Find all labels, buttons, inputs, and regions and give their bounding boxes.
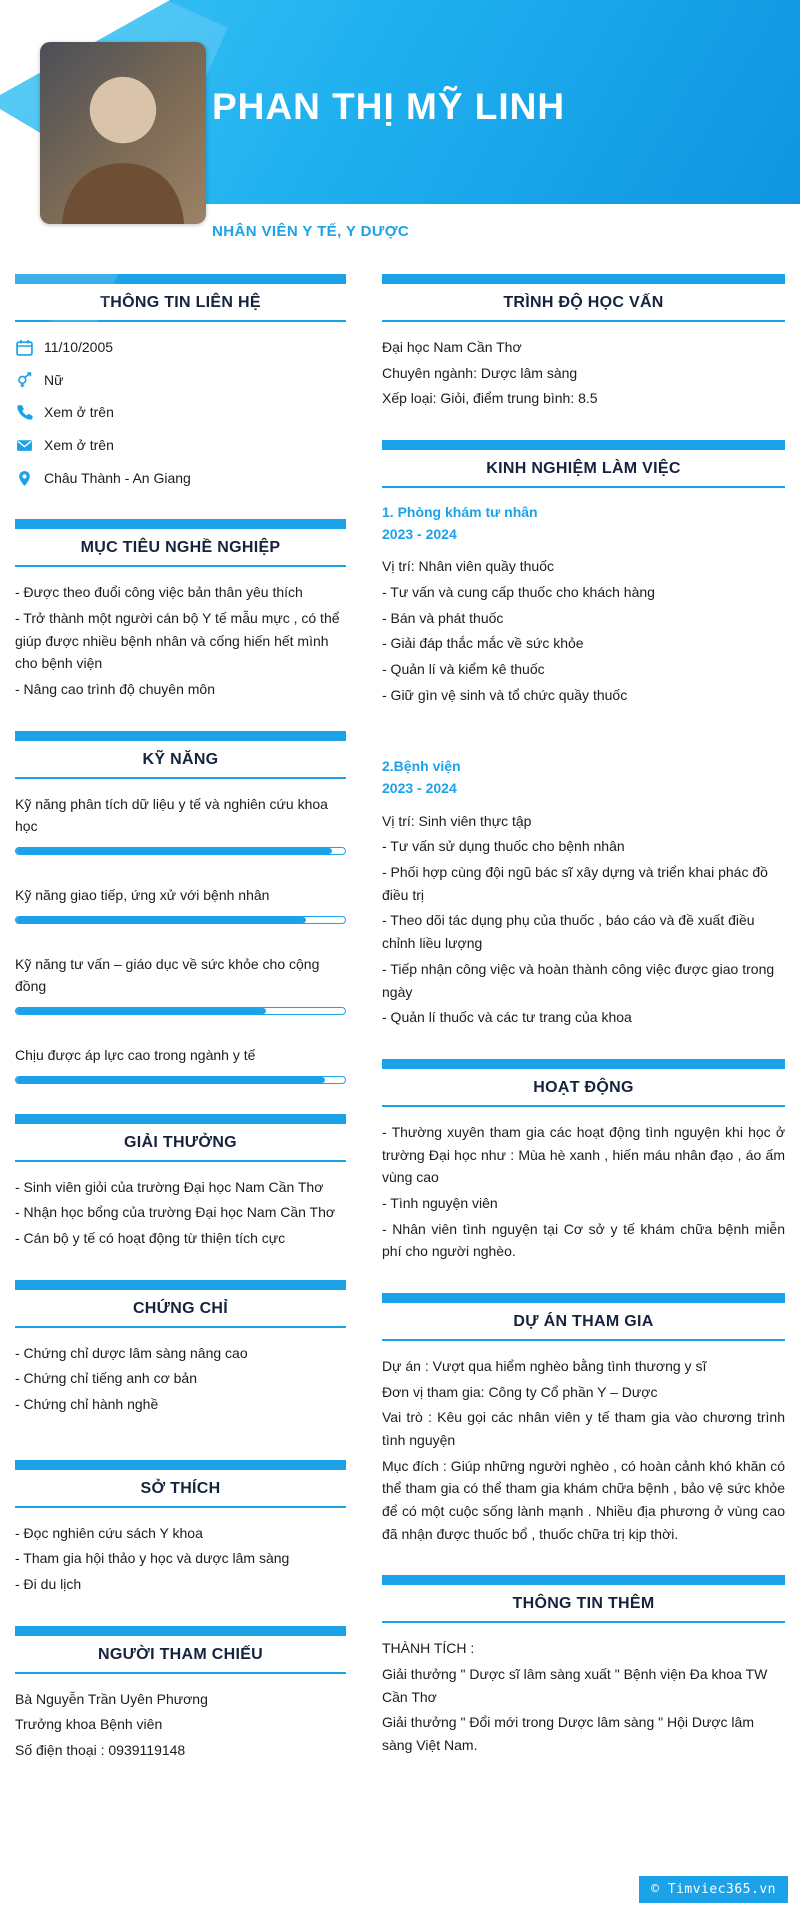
- skill-bar-track: [15, 916, 346, 924]
- skill-item: [15, 1044, 346, 1084]
- job-line: - Bán và phát thuốc: [382, 609, 504, 626]
- section-title-additional-info: THÔNG TIN THÊM: [512, 1595, 655, 1613]
- skill-label: Chịu được áp lực cao trong ngành y tế: [15, 1047, 256, 1064]
- reference-line: Số điện thoại : 0939119148: [15, 1742, 186, 1759]
- job-line: - Tư vấn sử dụng thuốc cho bệnh nhân: [382, 838, 625, 855]
- certificate-line: - Chứng chỉ tiếng anh cơ bản: [15, 1370, 197, 1387]
- skill-bar-fill: [16, 848, 332, 854]
- section-title-projects: DỰ ÁN THAM GIA: [513, 1312, 654, 1330]
- section-bar: [15, 1626, 346, 1636]
- contact-row-address: [15, 467, 346, 490]
- gender-icon: [15, 371, 33, 389]
- calendar-icon: [15, 338, 33, 356]
- job-heading: 2.Bệnh viện: [382, 758, 461, 775]
- hobby-line: - Tham gia hội thảo y học và dược lâm sàng: [15, 1550, 290, 1567]
- section-certificates: [15, 1280, 346, 1416]
- section-experience: [382, 440, 785, 1029]
- activity-line: - Thường xuyên tham gia các hoạt động tình nguyện khi học ở trường Đại học như : Mùa hè xanh , hiến máu nhân đạo , áo ấm vùng cao: [382, 1123, 785, 1186]
- section-title-activities: HOẠT ĐỘNG: [533, 1078, 634, 1096]
- additional-info-line: Giải thưởng " Đổi mới trong Dược lâm sàng " Hội Dược lâm sàng Việt Nam.: [382, 1714, 754, 1753]
- candidate-name: PHAN THỊ MỸ LINH: [212, 86, 566, 127]
- hobby-line: - Đi du lịch: [15, 1576, 82, 1593]
- content-columns: [0, 260, 800, 1792]
- hobby-line: - Đọc nghiên cứu sách Y khoa: [15, 1524, 203, 1541]
- section-title-skills: KỸ NĂNG: [142, 750, 219, 768]
- phone-icon: [15, 404, 33, 422]
- section-hobbies: [15, 1460, 346, 1596]
- location-icon: [15, 469, 33, 487]
- contact-row-phone: [15, 401, 346, 424]
- job-line: - Quản lí thuốc và các tư trang của khoa: [382, 1009, 632, 1026]
- job-line: - Giữ gìn vệ sinh và tổ chức quầy thuốc: [382, 686, 628, 703]
- profile-photo: [40, 42, 206, 224]
- contact-text-phone: Xem ở trên: [44, 404, 114, 421]
- section-title-contact: THÔNG TIN LIÊN HỆ: [100, 294, 261, 311]
- additional-info-line: THÀNH TÍCH :: [382, 1640, 475, 1657]
- person-silhouette-icon: [40, 47, 206, 224]
- section-activities: [382, 1059, 785, 1263]
- contact-text-birthday: 11/10/2005: [44, 339, 114, 355]
- job-line: Vị trí: Sinh viên thực tập: [382, 812, 532, 829]
- section-references: [15, 1626, 346, 1762]
- activity-line: - Nhân viên tình nguyện tại Cơ sở y tế khám chữa bệnh miễn phí cho người nghèo.: [382, 1220, 785, 1260]
- footer-credit-link[interactable]: © Timviec365.vn: [639, 1876, 788, 1903]
- section-bar: [382, 1059, 785, 1069]
- project-line: Vai trò : Kêu gọi các nhân viên y tế tham gia vào chương trình tình nguyện: [382, 1409, 785, 1448]
- job-line: Vị trí: Nhân viên quầy thuốc: [382, 558, 554, 575]
- activity-line: - Tình nguyện viên: [382, 1194, 498, 1211]
- section-title-certificates: CHỨNG CHỈ: [132, 1299, 229, 1317]
- skill-bar-track: [15, 1076, 346, 1084]
- skill-bar-fill: [16, 1008, 266, 1014]
- candidate-job-title: NHÂN VIÊN Y TẾ, Y DƯỢC: [212, 223, 410, 240]
- skill-bar-fill: [16, 1077, 325, 1083]
- left-column: [15, 274, 346, 1792]
- section-bar: [15, 519, 346, 529]
- project-line: Mục đích : Giúp những người nghèo , có hoàn cảnh khó khăn có thể tham gia có thể tham gia khám chữa bệnh , bảo vệ sức khỏe để có một cuộc sống lành mạnh . Nhiều địa phương ở vùng cao đã nhận được thuốc bổ , thuốc chữa trị kịp thời.: [382, 1457, 785, 1542]
- skill-bar-track: [15, 1007, 346, 1015]
- award-line: - Sinh viên giỏi của trường Đại học Nam Cần Thơ: [15, 1178, 324, 1195]
- experience-job-2: [382, 756, 785, 1028]
- section-bar: [15, 1114, 346, 1124]
- job-period: 2023 - 2024: [382, 525, 457, 542]
- section-title-references: NGƯỜI THAM CHIẾU: [97, 1645, 264, 1663]
- skill-bar-track: [15, 847, 346, 855]
- section-bar: [15, 1280, 346, 1290]
- skill-label: Kỹ năng tư vấn – giáo dục về sức khỏe cho cộng đồng: [15, 955, 320, 995]
- objective-line: - Nâng cao trình độ chuyên môn: [15, 681, 216, 698]
- right-column: [382, 274, 785, 1792]
- job-line: - Giải đáp thắc mắc về sức khỏe: [382, 635, 584, 652]
- project-line: Dự án : Vượt qua hiểm nghèo bằng tình thương y sĩ: [382, 1357, 707, 1374]
- reference-line: Trưởng khoa Bệnh viên: [15, 1716, 163, 1733]
- section-title-objective: MỤC TIÊU NGHỀ NGHIỆP: [80, 539, 281, 557]
- skill-label: Kỹ năng phân tích dữ liệu y tế và nghiên cứu khoa học: [15, 795, 328, 835]
- objective-line: - Được theo đuổi công việc bản thân yêu thích: [15, 584, 303, 601]
- project-line: Đơn vị tham gia: Công ty Cổ phần Y – Dược: [382, 1383, 658, 1400]
- skill-item: [15, 884, 346, 924]
- job-line: - Theo dõi tác dụng phụ của thuốc , báo cáo và đề xuất điều chỉnh liều lượng: [382, 912, 755, 952]
- section-bar: [382, 440, 785, 450]
- reference-line: Bà Nguyễn Trần Uyên Phương: [15, 1690, 208, 1707]
- contact-row-email: [15, 434, 346, 457]
- contact-text-address: Châu Thành - An Giang: [44, 469, 191, 486]
- education-line: Chuyên ngành: Dược lâm sàng: [382, 364, 578, 381]
- experience-job-1: [382, 502, 785, 706]
- job-period: 2023 - 2024: [382, 780, 457, 797]
- section-title-hobbies: SỞ THÍCH: [140, 1479, 221, 1497]
- section-awards: [15, 1114, 346, 1250]
- section-objective: [15, 519, 346, 700]
- section-projects: [382, 1293, 785, 1545]
- job-line: - Phối hợp cùng đội ngũ bác sĩ xây dựng và triển khai phác đồ điều trị: [382, 864, 768, 903]
- section-education: [382, 274, 785, 410]
- section-bar: [15, 731, 346, 741]
- skill-item: [15, 793, 346, 855]
- objective-line: - Trở thành một người cán bộ Y tế mẫu mực , có thể giúp được nhiều bệnh nhân và cống hiến hết mình cho bệnh viện: [15, 610, 340, 672]
- contact-row-birthday: [15, 336, 346, 359]
- award-line: - Cán bộ y tế có hoạt động từ thiện tích cực: [15, 1230, 286, 1247]
- section-title-education: TRÌNH ĐỘ HỌC VẤN: [503, 294, 664, 311]
- section-bar: [382, 1293, 785, 1303]
- skill-item: [15, 953, 346, 1015]
- section-bar: [15, 1460, 346, 1470]
- certificate-line: - Chứng chỉ dược lâm sàng nâng cao: [15, 1344, 248, 1361]
- section-bar: [382, 1575, 785, 1585]
- email-icon: [15, 436, 33, 454]
- header: [0, 0, 800, 204]
- additional-info-line: Giải thưởng " Dược sĩ lâm sàng xuất " Bệnh viện Đa khoa TW Cần Thơ: [382, 1665, 768, 1705]
- skill-bar-fill: [16, 917, 306, 923]
- job-line: - Tư vấn và cung cấp thuốc cho khách hàng: [382, 584, 655, 601]
- job-line: - Tiếp nhận công việc và hoàn thành công việc được giao trong ngày: [382, 960, 775, 1000]
- section-bar: [382, 274, 785, 284]
- contact-text-gender: Nữ: [44, 371, 64, 388]
- section-title-experience: KINH NGHIỆM LÀM VIỆC: [486, 460, 681, 478]
- job-heading: 1. Phòng khám tư nhân: [382, 504, 538, 521]
- certificate-line: - Chứng chỉ hành nghề: [15, 1396, 159, 1413]
- contact-text-email: Xem ở trên: [44, 437, 114, 454]
- skill-label: Kỹ năng giao tiếp, ứng xử với bệnh nhân: [15, 887, 270, 904]
- education-line: Xếp loại: Giỏi, điểm trung bình: 8.5: [382, 390, 598, 407]
- section-skills: [15, 731, 346, 1084]
- contact-row-gender: [15, 369, 346, 392]
- section-additional-info: [382, 1575, 785, 1756]
- job-line: - Quản lí và kiểm kê thuốc: [382, 661, 545, 678]
- section-title-awards: GIẢI THƯỞNG: [124, 1133, 237, 1151]
- award-line: - Nhận học bổng của trường Đại học Nam Cần Thơ: [15, 1204, 336, 1221]
- education-line: Đại học Nam Cần Thơ: [382, 339, 522, 355]
